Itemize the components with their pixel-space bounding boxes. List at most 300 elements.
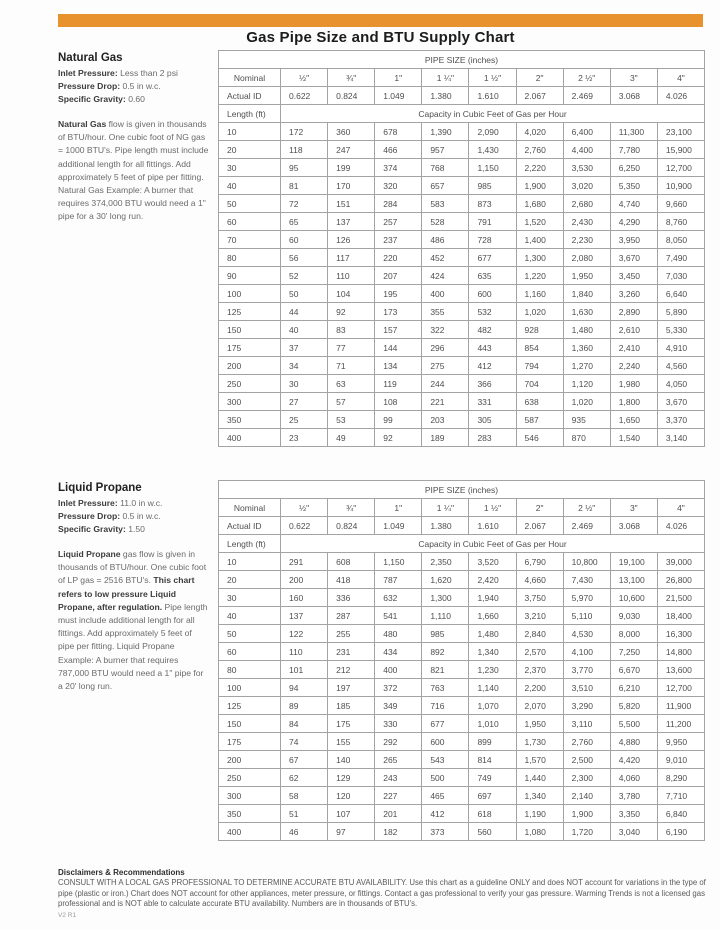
table-cell: 107 [328, 805, 375, 823]
table-row [219, 769, 705, 787]
disclaimer-footer [58, 868, 708, 919]
table-cell: 189 [422, 429, 469, 447]
table-cell: 129 [328, 769, 375, 787]
table-cell: 5,330 [657, 321, 704, 339]
table-cell: 632 [375, 589, 422, 607]
spec-line [58, 80, 210, 93]
table-row [219, 267, 705, 285]
table-cell: 195 [375, 285, 422, 303]
table-cell: 486 [422, 231, 469, 249]
table-cell: 2,240 [610, 357, 657, 375]
table-row [219, 823, 705, 841]
table-cell: 466 [375, 141, 422, 159]
table-cell: 541 [375, 607, 422, 625]
table-cell: 4,100 [563, 643, 610, 661]
table-cell: 4" [657, 499, 704, 517]
table-cell: 200 [219, 751, 281, 769]
table-row [219, 141, 705, 159]
disclaimer-text: CONSULT WITH A LOCAL GAS PROFESSIONAL TO DETERMINE ACCURATE BTU AVAILABILITY. Use this chart as a guideline ONLY and does NOT account for variations in the type of pipe (plastic or iron.) Chart does NOT account for other appliances, meter pressure, or fittings. Contact a gas professional to verify your gas pressure. Warming Trends is not a licensed gas professional and is NOT able to calculate accurate BTU availability. Numbers are in thousands of BTU's. [58, 878, 706, 908]
table-cell: 6,790 [516, 553, 563, 571]
table-cell: 150 [219, 321, 281, 339]
table-cell: 349 [375, 697, 422, 715]
spec-value: 0.5 in w.c. [120, 81, 161, 91]
table-cell: 201 [375, 805, 422, 823]
table-cell: 7,780 [610, 141, 657, 159]
table-cell: 140 [328, 751, 375, 769]
table-cell: 21,500 [657, 589, 704, 607]
table-cell: 120 [328, 787, 375, 805]
table-cell: 5,970 [563, 589, 610, 607]
table-cell: 3,350 [610, 805, 657, 823]
table-cell: 203 [422, 411, 469, 429]
table-cell: 1,430 [469, 141, 516, 159]
table-cell: 3,140 [657, 429, 704, 447]
table-cell: 175 [328, 715, 375, 733]
table-cell: 2,370 [516, 661, 563, 679]
table-cell: 2,570 [516, 643, 563, 661]
table-cell: 30 [281, 375, 328, 393]
disclaimer-heading: Disclaimers & Recommendations [58, 868, 185, 877]
table-cell: 1.049 [375, 87, 422, 105]
liquid-propane-heading: Liquid Propane [58, 482, 142, 494]
description-segment: Pipe length must include additional length for all fittings. Add approximately 5 feet of pipe per fitting. Liquid Propane Example: A burner that requires 787,000 BTU would need a 1" pipe for a 20' long run. [58, 601, 208, 692]
table-cell: 1,570 [516, 751, 563, 769]
table-cell: 1,950 [516, 715, 563, 733]
table-cell: 366 [469, 375, 516, 393]
table-row [219, 697, 705, 715]
table-cell: 4,910 [657, 339, 704, 357]
table-cell: ½" [281, 69, 328, 87]
table-cell: 60 [219, 643, 281, 661]
table-cell: 870 [563, 429, 610, 447]
table-cell: 4,560 [657, 357, 704, 375]
table-row [219, 285, 705, 303]
table-cell: 227 [375, 787, 422, 805]
actual-id-row [219, 87, 705, 105]
spec-line [58, 67, 210, 80]
spec-line [58, 523, 210, 536]
table-cell: 635 [469, 267, 516, 285]
table-cell: 1 ½" [469, 69, 516, 87]
table-cell: 4,660 [516, 571, 563, 589]
table-cell: ¾" [328, 69, 375, 87]
table-cell: 92 [328, 303, 375, 321]
table-cell: 18,400 [657, 607, 704, 625]
table-cell: 1,950 [563, 267, 610, 285]
table-cell: 283 [469, 429, 516, 447]
table-cell: 10,600 [610, 589, 657, 607]
table-cell: 2,080 [563, 249, 610, 267]
table-cell: 1,020 [563, 393, 610, 411]
table-cell: 2.067 [516, 87, 563, 105]
table-cell: 1,390 [422, 123, 469, 141]
table-row [219, 123, 705, 141]
spec-value: Less than 2 psi [117, 68, 178, 78]
table-cell: 30 [219, 159, 281, 177]
table-cell: 25 [281, 411, 328, 429]
table-cell: 1,900 [516, 177, 563, 195]
natural-gas-description [58, 118, 210, 224]
table-row [219, 787, 705, 805]
table-cell: 10 [219, 553, 281, 571]
spec-value: 11.0 in w.c. [117, 498, 163, 508]
natural-gas-heading: Natural Gas [58, 52, 123, 64]
table-cell: 34 [281, 357, 328, 375]
table-cell: 677 [422, 715, 469, 733]
table-cell: 331 [469, 393, 516, 411]
table-cell: 40 [219, 177, 281, 195]
table-cell: 1,520 [516, 213, 563, 231]
table-cell: 336 [328, 589, 375, 607]
table-row [219, 195, 705, 213]
table-cell: 10,900 [657, 177, 704, 195]
table-cell: 255 [328, 625, 375, 643]
table-cell: 5,350 [610, 177, 657, 195]
pipe-size-header-row [219, 481, 705, 499]
table-cell: 1,070 [469, 697, 516, 715]
table-cell: 2 ½" [563, 499, 610, 517]
table-cell: 608 [328, 553, 375, 571]
table-cell: 8,050 [657, 231, 704, 249]
table-cell: 12,700 [657, 159, 704, 177]
table-row [219, 357, 705, 375]
table-cell: 935 [563, 411, 610, 429]
spec-value: 1.50 [125, 524, 145, 534]
table-cell: 2,760 [516, 141, 563, 159]
table-cell: 1,800 [610, 393, 657, 411]
table-cell: 71 [328, 357, 375, 375]
table-cell: 57 [328, 393, 375, 411]
description-segment: Liquid Propane [58, 549, 121, 559]
table-cell: 480 [375, 625, 422, 643]
table-cell: 0.824 [328, 517, 375, 535]
table-cell: ¾" [328, 499, 375, 517]
table-cell: 284 [375, 195, 422, 213]
table-cell: 296 [422, 339, 469, 357]
spec-value: 0.5 in w.c. [120, 511, 161, 521]
table-cell: 305 [469, 411, 516, 429]
table-cell: 2.469 [563, 517, 610, 535]
table-cell: Length (ft) [219, 105, 281, 123]
nominal-row [219, 499, 705, 517]
table-row [219, 303, 705, 321]
table-cell: Capacity in Cubic Feet of Gas per Hour [281, 535, 705, 553]
nominal-row [219, 69, 705, 87]
table-cell: 250 [219, 375, 281, 393]
table-cell: 117 [328, 249, 375, 267]
table-cell: 412 [469, 357, 516, 375]
table-cell: 1,620 [422, 571, 469, 589]
natural-gas-sidebar [58, 52, 210, 224]
table-cell: 3,510 [563, 679, 610, 697]
table-cell: 4,020 [516, 123, 563, 141]
table-cell: 200 [281, 571, 328, 589]
table-cell: 16,300 [657, 625, 704, 643]
table-cell: 200 [219, 357, 281, 375]
table-cell: 3,670 [610, 249, 657, 267]
table-cell: 173 [375, 303, 422, 321]
table-cell: 716 [422, 697, 469, 715]
table-row [219, 625, 705, 643]
table-cell: 150 [219, 715, 281, 733]
spec-line [58, 510, 210, 523]
table-row [219, 231, 705, 249]
table-cell: 300 [219, 393, 281, 411]
table-cell: 957 [422, 141, 469, 159]
table-row [219, 661, 705, 679]
table-row [219, 249, 705, 267]
table-cell: 9,950 [657, 733, 704, 751]
table-cell: Nominal [219, 499, 281, 517]
table-cell: 265 [375, 751, 422, 769]
description-segment: gas flow is given in thousands of BTU/hour. One cubic foot of LP gas = 2516 BTU's. [58, 549, 207, 586]
table-cell: 1,220 [516, 267, 563, 285]
table-cell: 1.380 [422, 87, 469, 105]
table-cell: Actual ID [219, 517, 281, 535]
table-cell: 10 [219, 123, 281, 141]
table-cell: 63 [328, 375, 375, 393]
table-cell: PIPE SIZE (inches) [219, 51, 705, 69]
table-cell: 292 [375, 733, 422, 751]
table-cell: 50 [219, 195, 281, 213]
table-row [219, 607, 705, 625]
table-cell: 2,890 [610, 303, 657, 321]
table-cell: 53 [328, 411, 375, 429]
table-cell: Actual ID [219, 87, 281, 105]
table-cell: 104 [328, 285, 375, 303]
table-cell: 704 [516, 375, 563, 393]
table-cell: 9,660 [657, 195, 704, 213]
spec-label: Pressure Drop: [58, 511, 121, 521]
table-cell: 4,880 [610, 733, 657, 751]
table-cell: 81 [281, 177, 328, 195]
table-row [219, 751, 705, 769]
table-cell: 532 [469, 303, 516, 321]
table-cell: 2,220 [516, 159, 563, 177]
table-cell: 1.610 [469, 517, 516, 535]
table-cell: 3,950 [610, 231, 657, 249]
table-cell: 125 [219, 303, 281, 321]
table-cell: 231 [328, 643, 375, 661]
capacity-header-row [219, 105, 705, 123]
table-cell: 482 [469, 321, 516, 339]
table-cell: 3.068 [610, 517, 657, 535]
table-cell: 80 [219, 661, 281, 679]
table-cell: 322 [422, 321, 469, 339]
table-cell: 8,000 [610, 625, 657, 643]
table-cell: 95 [281, 159, 328, 177]
table-cell: 67 [281, 751, 328, 769]
table-cell: 70 [219, 231, 281, 249]
table-cell: 125 [219, 697, 281, 715]
table-cell: 20 [219, 571, 281, 589]
table-cell: 1,340 [469, 643, 516, 661]
table-cell: 37 [281, 339, 328, 357]
table-cell: 1,150 [375, 553, 422, 571]
table-cell: 13,100 [610, 571, 657, 589]
table-cell: 1,360 [563, 339, 610, 357]
table-cell: 1,730 [516, 733, 563, 751]
capacity-header-row [219, 535, 705, 553]
table-cell: 657 [422, 177, 469, 195]
table-row [219, 679, 705, 697]
table-cell: 1,900 [563, 805, 610, 823]
table-cell: 2,680 [563, 195, 610, 213]
table-cell: 2,430 [563, 213, 610, 231]
table-cell: 794 [516, 357, 563, 375]
table-cell: 873 [469, 195, 516, 213]
description-segment: flow is given in thousands of BTU/hour. One cubic foot of NG gas = 1000 BTU's. Pipe length must include additional length for all fittings. Add approximately 5 feet of pipe per fitting. Natural Gas Example: A burner that requires 374,000 BTU would need a 1" pipe for a 30' long run. [58, 119, 209, 222]
table-cell: 2,420 [469, 571, 516, 589]
table-cell: 212 [328, 661, 375, 679]
table-cell: 74 [281, 733, 328, 751]
table-cell: 185 [328, 697, 375, 715]
table-cell: 4,050 [657, 375, 704, 393]
table-cell: 100 [219, 285, 281, 303]
table-cell: 3,450 [610, 267, 657, 285]
table-cell: 101 [281, 661, 328, 679]
table-cell: 4,290 [610, 213, 657, 231]
table-cell: 1,080 [516, 823, 563, 841]
table-cell: 2.469 [563, 87, 610, 105]
table-cell: 244 [422, 375, 469, 393]
table-cell: 110 [281, 643, 328, 661]
table-cell: 1 ¼" [422, 499, 469, 517]
table-row [219, 589, 705, 607]
table-cell: 94 [281, 679, 328, 697]
table-cell: 250 [219, 769, 281, 787]
table-cell: 374 [375, 159, 422, 177]
table-cell: 1,010 [469, 715, 516, 733]
table-cell: 4,420 [610, 751, 657, 769]
table-cell: 4.026 [657, 87, 704, 105]
table-cell: 1,110 [422, 607, 469, 625]
table-cell: 5,820 [610, 697, 657, 715]
table-cell: 83 [328, 321, 375, 339]
table-cell: 62 [281, 769, 328, 787]
table-cell: 6,400 [563, 123, 610, 141]
table-cell: 108 [375, 393, 422, 411]
table-cell: 137 [328, 213, 375, 231]
table-cell: 40 [219, 607, 281, 625]
spec-label: Inlet Pressure: [58, 498, 118, 508]
table-row [219, 159, 705, 177]
table-cell: 3,780 [610, 787, 657, 805]
table-cell: 50 [281, 285, 328, 303]
table-cell: 100 [219, 679, 281, 697]
table-cell: 854 [516, 339, 563, 357]
table-cell: 1,720 [563, 823, 610, 841]
table-cell: 23,100 [657, 123, 704, 141]
table-cell: 19,100 [610, 553, 657, 571]
table-cell: 40 [281, 321, 328, 339]
table-cell: 5,500 [610, 715, 657, 733]
table-cell: 172 [281, 123, 328, 141]
table-cell: 2,500 [563, 751, 610, 769]
table-cell: 4" [657, 69, 704, 87]
table-cell: 182 [375, 823, 422, 841]
table-cell: 355 [422, 303, 469, 321]
spec-label: Specific Gravity: [58, 524, 126, 534]
table-cell: 6,840 [657, 805, 704, 823]
spec-line [58, 497, 210, 510]
natural-gas-spec-list [58, 67, 210, 106]
table-cell: 418 [328, 571, 375, 589]
table-cell: 30 [219, 589, 281, 607]
table-row [219, 715, 705, 733]
table-cell: 3,670 [657, 393, 704, 411]
table-cell: 1,980 [610, 375, 657, 393]
table-cell: 77 [328, 339, 375, 357]
table-cell: 1" [375, 499, 422, 517]
table-cell: 175 [219, 733, 281, 751]
table-cell: 199 [328, 159, 375, 177]
table-cell: 122 [281, 625, 328, 643]
table-cell: Capacity in Cubic Feet of Gas per Hour [281, 105, 705, 123]
table-cell: 3,260 [610, 285, 657, 303]
table-cell: 89 [281, 697, 328, 715]
table-cell: 1,300 [422, 589, 469, 607]
table-cell: 39,000 [657, 553, 704, 571]
table-cell: 155 [328, 733, 375, 751]
spec-label: Pressure Drop: [58, 81, 121, 91]
table-cell: 2" [516, 69, 563, 87]
table-cell: 84 [281, 715, 328, 733]
table-row [219, 733, 705, 751]
table-cell: 2,140 [563, 787, 610, 805]
table-cell: 400 [219, 429, 281, 447]
table-cell: 3" [610, 69, 657, 87]
natural-gas-table [218, 50, 705, 447]
table-cell: 26,800 [657, 571, 704, 589]
actual-id-row [219, 517, 705, 535]
table-cell: 768 [422, 159, 469, 177]
table-cell: 12,700 [657, 679, 704, 697]
table-cell: 0.622 [281, 517, 328, 535]
table-cell: 2,840 [516, 625, 563, 643]
table-cell: 7,030 [657, 267, 704, 285]
table-cell: 618 [469, 805, 516, 823]
table-cell: 424 [422, 267, 469, 285]
table-cell: 58 [281, 787, 328, 805]
table-cell: 400 [422, 285, 469, 303]
table-cell: 400 [375, 661, 422, 679]
table-cell: 350 [219, 411, 281, 429]
table-cell: 3,040 [610, 823, 657, 841]
table-cell: 928 [516, 321, 563, 339]
table-cell: 1,540 [610, 429, 657, 447]
table-cell: 56 [281, 249, 328, 267]
table-cell: 119 [375, 375, 422, 393]
table-cell: 400 [219, 823, 281, 841]
table-cell: 638 [516, 393, 563, 411]
table-cell: 237 [375, 231, 422, 249]
table-cell: 2,230 [563, 231, 610, 249]
table-cell: 3,520 [469, 553, 516, 571]
table-row [219, 375, 705, 393]
liquid-propane-description [58, 548, 210, 693]
table-cell: 3,210 [516, 607, 563, 625]
table-cell: 2,300 [563, 769, 610, 787]
table-cell: 443 [469, 339, 516, 357]
table-cell: 157 [375, 321, 422, 339]
table-cell: 320 [375, 177, 422, 195]
table-cell: 7,710 [657, 787, 704, 805]
table-row [219, 571, 705, 589]
table-cell: Length (ft) [219, 535, 281, 553]
table-cell: 1,660 [469, 607, 516, 625]
table-cell: 4.026 [657, 517, 704, 535]
